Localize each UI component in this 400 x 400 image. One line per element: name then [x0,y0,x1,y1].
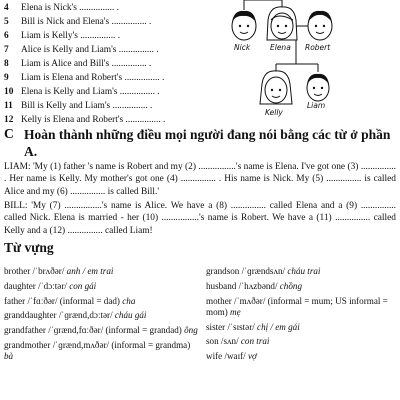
vocab-ipa: /ˈhʌzbənd/ [238,280,278,291]
elena-face-icon [267,7,297,40]
exercise-text: Liam is Elena and Robert's ............... . [21,73,165,83]
vocabulary-left-column [4,266,200,366]
vocab-entry [4,340,200,362]
vocab-entry [206,336,396,347]
vocab-ipa: /ˈsɪstər/ [227,321,255,332]
liam-face-icon [307,74,329,101]
vocab-translation: cháu trai [287,266,321,276]
exercise-text: Bill is Nick and Elena's ............... . [21,17,152,27]
vocab-ipa: /sʌn/ [220,336,239,347]
kelly-face-icon [260,71,292,104]
exercise-number: 10 [4,87,14,97]
vocab-word: sister [206,321,226,332]
exercise-number: 4 [4,3,9,13]
vocab-entry [4,310,200,321]
exercise-number: 11 [4,101,13,111]
exercise-item [4,31,120,42]
vocab-ipa: /ˈmʌðər/ [234,295,266,306]
vocab-entry [206,281,396,292]
exercise-item [4,17,151,28]
vocab-word: daughter [4,280,36,291]
bill-paragraph: BILL: 'My (7) ................'s name is Alice. We have a (8) ............... called Elena and a (9) ............... called Nick. Elena is married - her (10) ................'s name is Robert. We have a (11) ............... called Kelly and a (12) ............... called Liam! [4,201,396,236]
vocab-translation: cháu gái [114,310,147,321]
robert-face-icon [308,11,332,40]
exercise-number: 7 [4,45,9,55]
vocab-entry [4,281,200,292]
vocabulary-title: Từ vựng [4,240,54,255]
name-label-liam: Liam [307,101,326,110]
vocab-ipa: /waɪf/ [224,351,246,362]
name-label-nick: Nick [234,43,251,52]
vocab-ipa: /ˈbrʌðər/ [32,266,65,276]
vocab-translation: anh / em trai [66,266,114,276]
exercise-number: 8 [4,59,9,69]
exercise-item [4,73,164,84]
exercise-item [4,59,151,70]
vocab-word: husband [206,280,237,291]
vocab-extra: (informal = dad) [59,295,120,306]
vocab-word: mother [206,295,232,306]
vocab-ipa: /ˈɡrændsʌn/ [241,266,286,276]
exercise-number: 12 [4,115,14,125]
exercise-text: Liam is Alice and Bill's ............... . [21,59,152,69]
vocab-translation: cha [122,295,136,306]
vocab-ipa: /ˈfɑːðər/ [27,295,58,306]
exercise-text: Liam is Kelly's ............... . [21,31,121,41]
vocabulary-right-column [206,266,396,366]
name-label-kelly: Kelly [265,108,283,117]
vocab-word: granddaughter [4,310,57,321]
nick-face-icon [232,11,256,40]
vocab-entry [206,322,396,333]
vocab-translation: mẹ [230,306,241,317]
exercise-text: Kelly is Elena and Robert's ............... . [21,115,166,125]
vocab-word: grandmother [4,339,51,350]
vocab-word: wife [206,351,223,362]
vocab-translation: chị / em gái [257,321,300,332]
vocab-entry [4,325,200,336]
vocab-entry [206,266,396,277]
exercise-item [4,45,159,56]
exercise-number: 9 [4,73,9,83]
exercise-text: Elena is Kelly and Liam's ............... . [21,87,160,97]
exercise-text: Alice is Kelly and Liam's ............... . [21,45,159,55]
vocab-translation: con trai [240,336,270,347]
exercise-number: 5 [4,17,9,27]
vocab-ipa: /ˈɡrænd,fɑːðər/ [48,325,104,336]
vocab-entry [4,266,200,277]
section-title: Hoàn thành những điều mọi người đang nói bằng các từ ở phần A. [24,127,391,159]
vocab-extra: (informal = grandma) [111,339,191,350]
name-label-robert: Robert [305,43,331,52]
vocab-word: son [206,336,219,347]
vocab-translation: bà [4,351,14,362]
vocab-extra: (informal = mum; US informal = mom) [206,295,388,317]
section-letter: C [4,126,14,141]
exercise-item [4,87,160,98]
vocab-translation: vợ [247,351,257,362]
name-label-elena: Elena [270,43,291,52]
vocab-word: father [4,295,26,306]
vocab-translation: ông [184,325,198,336]
liam-paragraph: LIAM: 'My (1) father 's name is Robert and my (2) ................'s name is Elena. I've got one (3) ............... . Her name is Kelly. My mother's got one (4) ............... . His name is Nick. My (5) ............... is called Alice and my (6) ............... is called Bill.' [4,162,396,197]
exercise-item [4,115,165,126]
vocab-ipa: /ˈɡrænd,mʌðər/ [52,339,110,350]
vocab-translation: con gái [69,280,97,291]
exercise-item [4,101,152,112]
vocab-entry [206,351,396,362]
vocab-ipa: /ˈɡrænd,dɔːtər/ [58,310,113,321]
vocab-word: brother [4,266,31,276]
vocab-translation: chồng [279,280,302,291]
exercise-text: Elena is Nick's ............... . [21,3,120,13]
vocab-entry [206,296,396,318]
vocab-entry [4,296,200,307]
vocab-word: grandfather [4,325,46,336]
vocab-word: grandson [206,266,240,276]
exercise-item [4,3,119,14]
vocab-extra: (informal = grandad) [105,325,182,336]
exercise-text: Bill is Kelly and Liam's ............... . [21,101,153,111]
vocab-ipa: /ˈdɔːtər/ [38,280,67,291]
exercise-number: 6 [4,31,9,41]
